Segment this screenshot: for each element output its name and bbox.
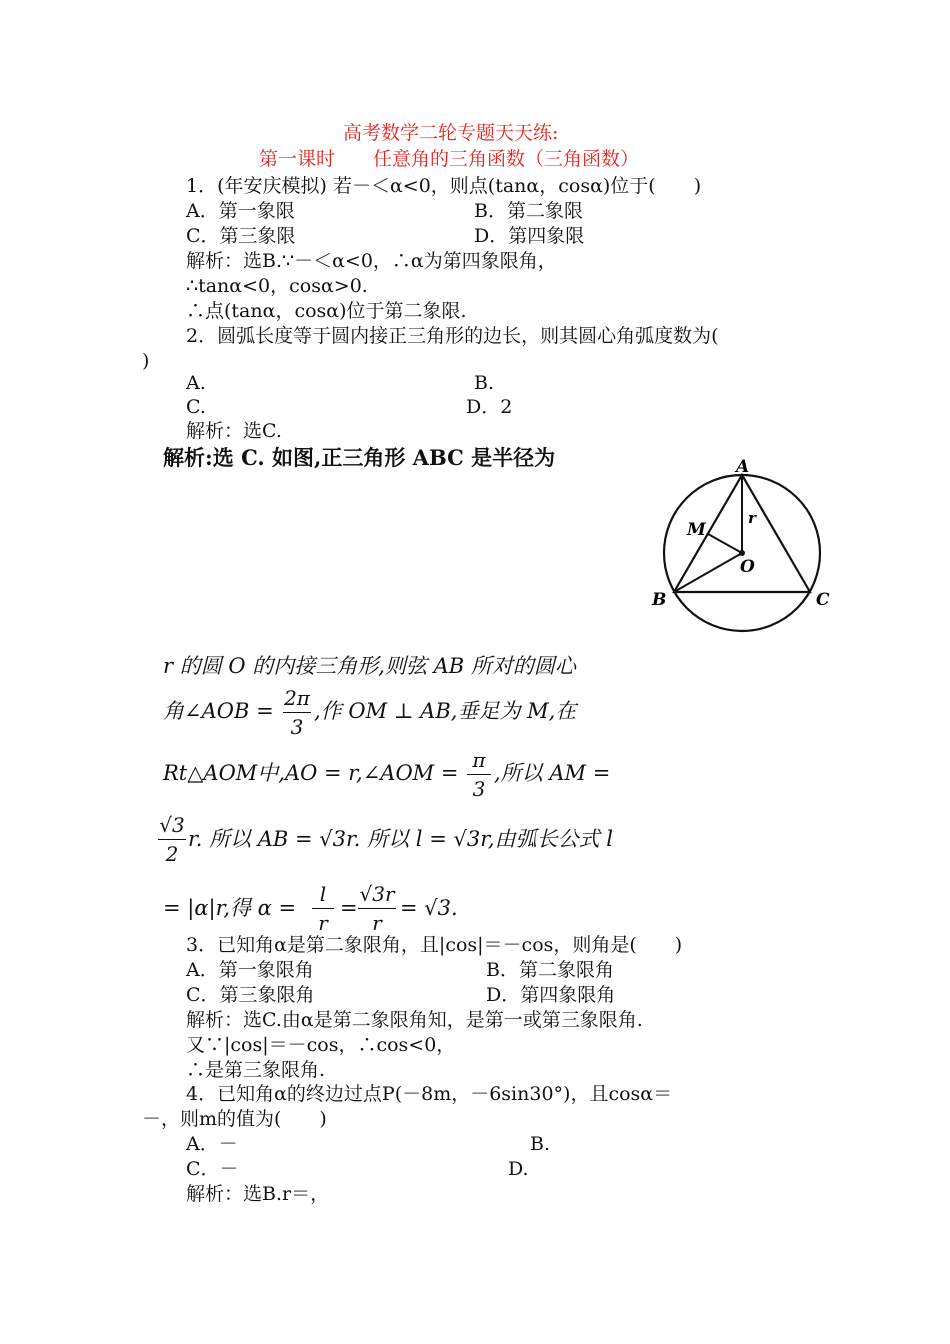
- label-b: B: [652, 590, 667, 610]
- frac-den: 2: [165, 842, 179, 866]
- fraction-l-over-r: [312, 882, 334, 935]
- frac-num: π: [472, 748, 486, 772]
- frac-den: r: [372, 911, 382, 935]
- q4-option-a: A．－: [186, 1133, 238, 1155]
- q2-solution: 解析：选C.: [186, 420, 282, 442]
- frac-den: 3: [290, 715, 304, 739]
- label-o: O: [740, 557, 755, 577]
- frac-num: l: [319, 882, 327, 906]
- frac-bar: [283, 712, 311, 713]
- q2-stem-cont: ): [142, 350, 150, 372]
- fraction-2pi-over-3: [283, 686, 311, 739]
- frac-num: √3: [159, 813, 185, 837]
- q3-solution-line2: 又∵|cos|＝－cos，∴cos<0，: [186, 1034, 456, 1056]
- q2-solution-detail-line6a: = |α|r,得 α =: [163, 896, 297, 920]
- frac-bar: [312, 908, 334, 909]
- frac-bar: [358, 908, 396, 909]
- label-r: r: [748, 509, 756, 527]
- q1-option-b: B．第二象限: [474, 200, 583, 222]
- fraction-sqrt3r-over-r: [358, 882, 396, 935]
- label-c: C: [816, 590, 830, 610]
- q2-solution-detail-line6b: =: [340, 896, 358, 920]
- circle-triangle-figure: [640, 450, 850, 640]
- frac-num: 2π: [284, 686, 310, 710]
- q2-solution-detail-line2: r 的圆 O 的内接三角形,则弦 AB 所对的圆心: [163, 654, 576, 678]
- q1-solution-line1: 解析：选B.∵－＜α<0，∴α为第四象限角，: [186, 250, 557, 272]
- q4-solution: 解析：选B.r＝，: [186, 1183, 330, 1205]
- q2-solution-detail-line6c: = √3.: [400, 896, 458, 920]
- frac-den: 3: [472, 777, 486, 801]
- q4-option-b: B.: [530, 1133, 551, 1155]
- segment-om: [708, 534, 742, 553]
- frac-den: r: [318, 911, 328, 935]
- page-title: 高考数学二轮专题天天练:: [343, 122, 559, 144]
- q2-option-d: D．2: [466, 396, 513, 418]
- label-m: M: [687, 520, 706, 540]
- q3-solution-line3: ∴是第三象限角.: [186, 1059, 326, 1081]
- q2-solution-detail-line3b: ,作 OM ⊥ AB,垂足为 M,在: [314, 699, 577, 723]
- q2-option-c: C.: [186, 396, 206, 418]
- page-subtitle: 第一课时 任意角的三角函数（三角函数）: [259, 148, 640, 170]
- q2-solution-detail-line1: 解析:选 C. 如图,正三角形 ABC 是半径为: [163, 445, 556, 470]
- fraction-sqrt3-over-2: [158, 813, 186, 866]
- q2-stem: 2．圆弧长度等于圆内接正三角形的边长，则其圆心角弧度数为(: [186, 325, 719, 347]
- q2-solution-detail-line5: r. 所以 AB = √3r. 所以 l = √3r,由弧长公式 l: [188, 827, 614, 851]
- frac-num: √3r: [359, 882, 395, 906]
- q4-stem-cont: －，则m的值为( ): [142, 1108, 327, 1130]
- q3-option-c: C．第三象限角: [186, 984, 315, 1006]
- q2-solution-detail-line3a: 角∠AOB =: [163, 699, 274, 723]
- q4-option-c: C．－: [186, 1158, 239, 1180]
- q1-solution-line2: ∴tanα<0，cosα>0.: [186, 275, 368, 297]
- q4-option-d: D.: [508, 1158, 529, 1180]
- q3-option-d: D．第四象限角: [486, 984, 616, 1006]
- q2-solution-detail-line4b: ,所以 AM =: [494, 761, 611, 785]
- q3-stem: 3．已知角α是第二象限角，且|cos|＝－cos，则角是( ): [186, 934, 683, 956]
- q2-option-b: B.: [474, 372, 495, 394]
- label-a: A: [736, 457, 750, 477]
- q1-option-c: C．第三象限: [186, 225, 296, 247]
- q2-option-a: A.: [186, 372, 206, 394]
- q1-solution-line3: ∴点(tanα，cosα)位于第二象限.: [186, 300, 467, 322]
- frac-bar: [158, 839, 186, 840]
- q2-solution-detail-line4a: Rt△AOM中,AO = r,∠AOM =: [163, 761, 459, 785]
- q3-option-a: A．第一象限角: [186, 959, 314, 981]
- q4-stem: 4．已知角α的终边过点P(－8m，－6sin30°)，且cosα＝: [186, 1083, 673, 1105]
- point-o: [739, 550, 745, 556]
- fraction-pi-over-3: [467, 748, 491, 801]
- q1-stem: 1．(年安庆模拟) 若－＜α<0，则点(tanα，cosα)位于( ): [186, 175, 702, 197]
- frac-bar: [467, 774, 491, 775]
- q1-option-a: A．第一象限: [186, 200, 295, 222]
- q1-option-d: D．第四象限: [474, 225, 585, 247]
- q3-solution-line1: 解析：选C.由α是第二象限角知，是第一或第三象限角.: [186, 1009, 643, 1031]
- q3-option-b: B．第二象限角: [486, 959, 614, 981]
